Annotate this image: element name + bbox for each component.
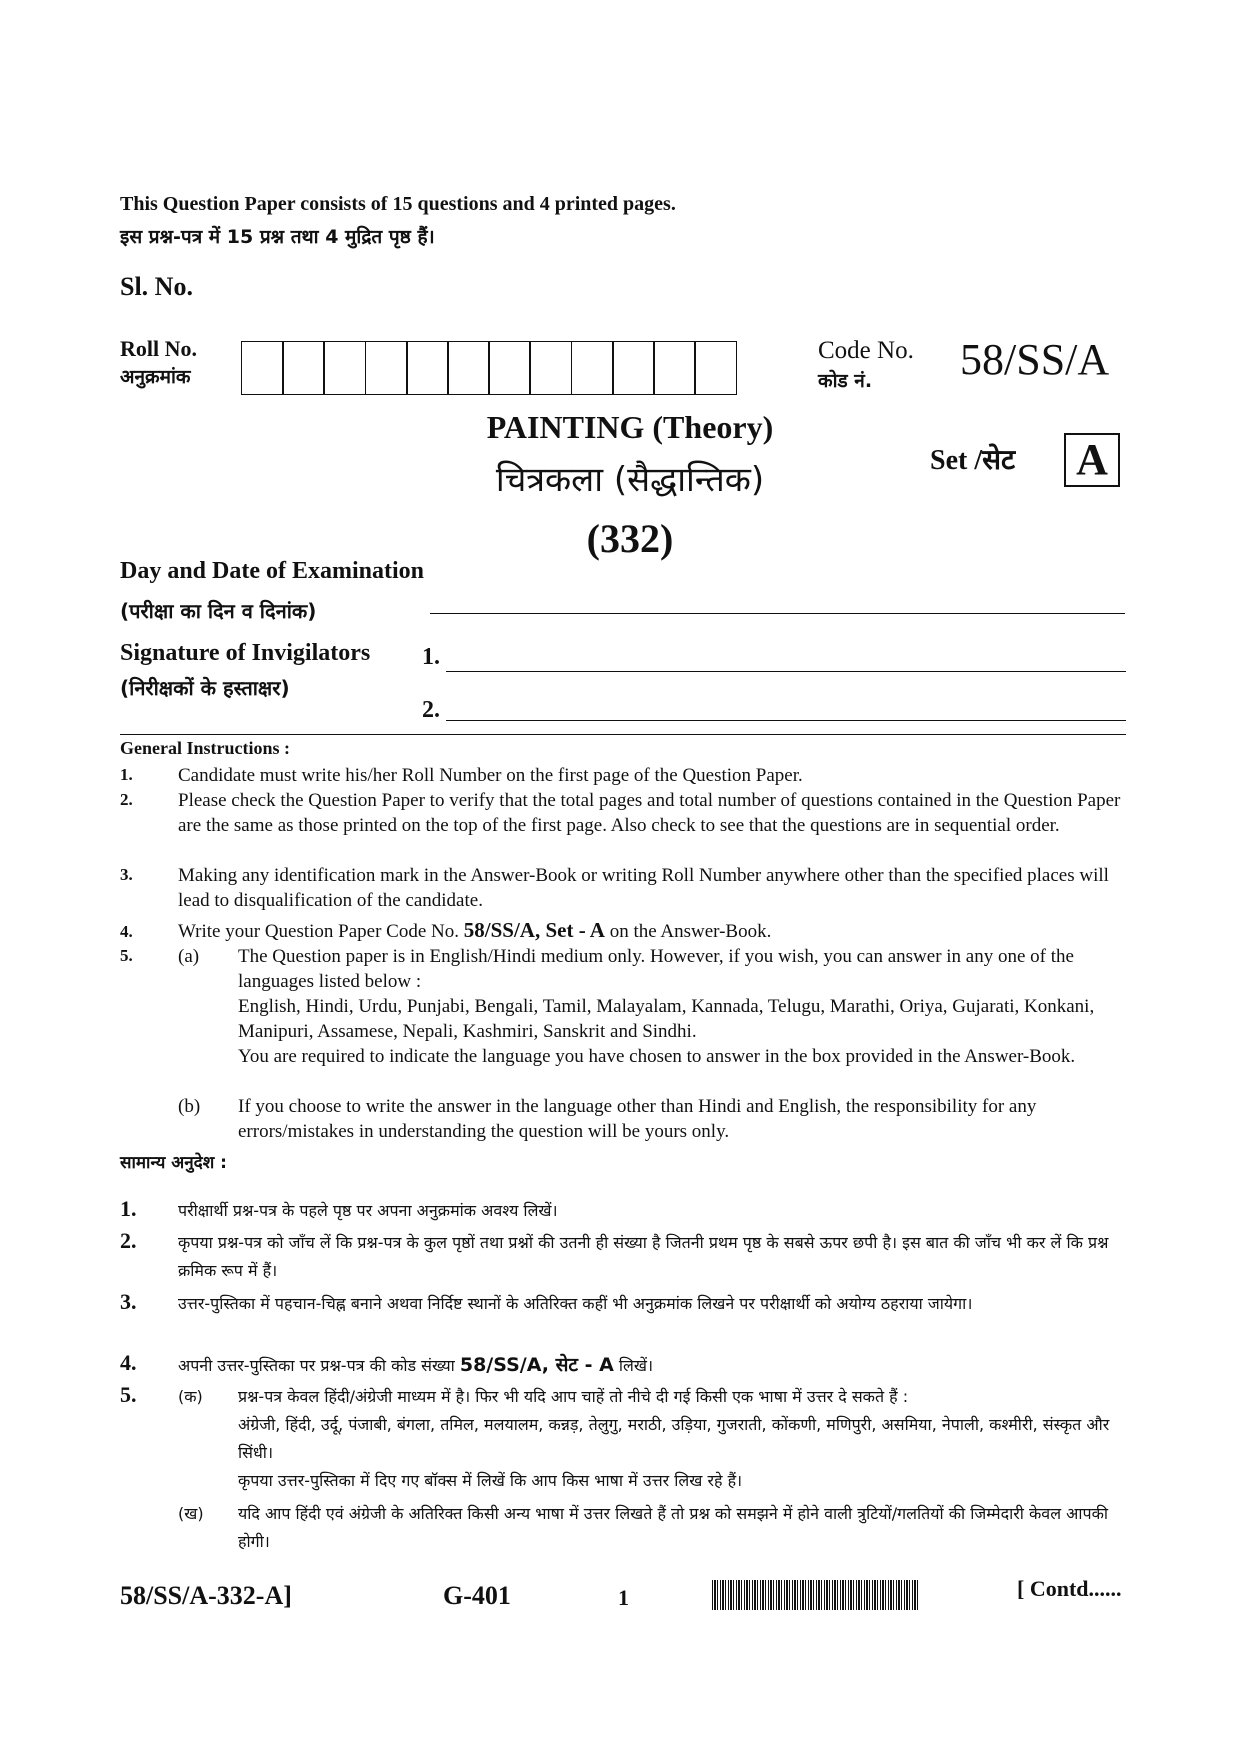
- instruction-hi-5b-text: यदि आप हिंदी एवं अंग्रेजी के अतिरिक्त किसी अन्य भाषा में उत्तर लिखते हैं तो प्रश्न को समझने में होने वाली त्रुटियों/गलतियों की जिम्मेदारी केवल आपकी होगी।: [238, 1504, 1109, 1551]
- instruction-en-3-number: 3.: [120, 865, 133, 884]
- instruction-hi-4-number: 4.: [120, 1350, 137, 1375]
- roll-digit-box[interactable]: [571, 341, 614, 395]
- instruction-hi-4-text: [178, 1351, 1128, 1380]
- roll-digit-box[interactable]: [653, 341, 696, 395]
- roll-number-boxes[interactable]: [241, 341, 737, 395]
- exam-date-label-hi: (परीक्षा का दिन व दिनांक): [120, 599, 317, 623]
- instruction-en-5a-label: (a): [178, 946, 200, 967]
- instruction-hi-5a-text-1: प्रश्न-पत्र केवल हिंदी/अंग्रेजी माध्यम में है। फिर भी यदि आप चाहें तो नीचे दी गई किसी एक भाषा में उत्तर दे सकते हैं :: [238, 1387, 909, 1406]
- instruction-hi-5a-label: (क): [178, 1387, 203, 1406]
- subject-title-hi: चित्रकला (सैद्धान्तिक): [495, 460, 765, 500]
- instruction-en-4-number: 4.: [120, 922, 133, 941]
- instruction-hi-5a-text-3: कृपया उत्तर-पुस्तिका में दिए गए बॉक्स में लिखें कि आप किस भाषा में उत्तर लिख रहे हैं।: [238, 1471, 743, 1490]
- signature-2-line[interactable]: [446, 720, 1126, 721]
- roll-digit-box[interactable]: [323, 341, 366, 395]
- instruction-hi-3-text: उत्तर-पुस्तिका में पहचान-चिह्न बनाने अथवा निर्दिष्ट स्थानों के अतिरिक्त कहीं भी अनुक्रमांक लिखने पर परीक्षार्थी को अयोग्य ठहराया जायेगा।: [178, 1294, 973, 1313]
- roll-number-label-en: Roll No.: [120, 336, 197, 361]
- general-instructions-title: General Instructions :: [120, 738, 290, 758]
- instruction-hi-5a-languages: अंग्रेजी, हिंदी, उर्दू, पंजाबी, बंगला, तमिल, मलयालम, कन्नड़, तेलुगु, मराठी, उड़िया, गुजराती, कोंकणी, मणिपुरी, असमिया, नेपाली, कश्मीरी, संस्कृत और सिंधी।: [238, 1415, 1110, 1462]
- instruction-hi-2-text: कृपया प्रश्न-पत्र को जाँच लें कि प्रश्न-पत्र के कुल पृष्ठों तथा प्रश्नों की उतनी ही संख्या है जितनी प्रथम पृष्ठ के सबसे ऊपर छपी है। इस बात की जाँच भी कर लें कि प्रश्न क्रमिक रूप में हैं।: [178, 1233, 1109, 1280]
- footer-paper-code: 58/SS/A-332-A]: [120, 1581, 292, 1610]
- exam-date-line[interactable]: [430, 613, 1125, 614]
- general-instructions-title-hi: सामान्य अनुदेश :: [120, 1153, 227, 1173]
- signature-1-line[interactable]: [446, 671, 1126, 672]
- roll-digit-box[interactable]: [365, 341, 408, 395]
- instruction-en-3-text: Making any identification mark in the Answer-Book or writing Roll Number anywhere other than the specified places will lead to disqualification of the candidate.: [178, 865, 1109, 911]
- roll-digit-box[interactable]: [488, 341, 531, 395]
- code-number-label-hi: कोड नं.: [818, 370, 873, 392]
- roll-digit-box[interactable]: [694, 341, 737, 395]
- footer-series: G-401: [443, 1581, 511, 1610]
- roll-digit-box[interactable]: [241, 341, 284, 395]
- instruction-en-2-text: Please check the Question Paper to verify that the total pages and total number of questions contained in the Question Paper are the same as those printed on the top of the first page. Also check to see that the questions are in sequential order.: [178, 790, 1121, 836]
- instruction-en-4-suffix: on the Answer-Book.: [604, 921, 772, 942]
- instruction-hi-4-prefix: अपनी उत्तर-पुस्तिका पर प्रश्न-पत्र की कोड संख्या: [178, 1356, 460, 1375]
- roll-digit-box[interactable]: [447, 341, 490, 395]
- instruction-en-5b-text: If you choose to write the answer in the language other than Hindi and English, the responsibility for any errors/mistakes in understanding the question will be yours only.: [238, 1096, 1037, 1142]
- roll-digit-box[interactable]: [282, 341, 325, 395]
- page-count-note-hi: इस प्रश्न-पत्र में 15 प्रश्न तथा 4 मुद्रित पृष्ठ हैं।: [120, 226, 435, 248]
- instruction-hi-2-number: 2.: [120, 1228, 137, 1253]
- roll-digit-box[interactable]: [406, 341, 449, 395]
- instruction-en-1-text: Candidate must write his/her Roll Number on the first page of the Question Paper.: [178, 765, 803, 786]
- instruction-en-4-code: 58/SS/A, Set - A: [463, 918, 605, 942]
- instruction-hi-1-number: 1.: [120, 1196, 137, 1221]
- instruction-hi-1-text: परीक्षार्थी प्रश्न-पत्र के पहले पृष्ठ पर अपना अनुक्रमांक अवश्य लिखें।: [178, 1201, 558, 1220]
- footer-continued: [ Contd......: [1017, 1576, 1122, 1601]
- subject-title-en: PAINTING (Theory): [486, 409, 774, 445]
- set-label: Set /सेट: [930, 445, 1016, 476]
- roll-digit-box[interactable]: [529, 341, 572, 395]
- code-number-value: 58/SS/A: [960, 335, 1110, 384]
- instruction-en-4-prefix: Write your Question Paper Code No.: [178, 921, 464, 942]
- instruction-hi-4-code: 58/SS/A, सेट - A: [459, 1354, 614, 1376]
- signature-1-number: 1.: [422, 644, 440, 670]
- set-box: A: [1064, 433, 1120, 487]
- code-number-label-en: Code No.: [818, 337, 914, 364]
- instruction-en-2-number: 2.: [120, 790, 133, 809]
- instruction-en-4-text: [178, 918, 1128, 944]
- instruction-en-5-number: 5.: [120, 946, 133, 965]
- footer-page-number: 1: [618, 1585, 629, 1610]
- signature-2-number: 2.: [422, 697, 440, 723]
- instruction-hi-5-number: 5.: [120, 1382, 137, 1407]
- instruction-hi-3-number: 3.: [120, 1289, 137, 1314]
- instruction-en-5a-text-1: The Question paper is in English/Hindi medium only. However, if you wish, you can answer in any one of the languages listed below :: [238, 946, 1074, 992]
- page-count-note-en: This Question Paper consists of 15 questions and 4 printed pages.: [120, 193, 676, 215]
- instruction-hi-4-suffix: लिखें।: [613, 1356, 654, 1375]
- instruction-en-1-number: 1.: [120, 765, 133, 784]
- instruction-en-5a-text-3: You are required to indicate the language you have chosen to answer in the box provided in the Answer-Book.: [238, 1046, 1076, 1067]
- instruction-en-5b-label: (b): [178, 1096, 201, 1117]
- serial-number-label: Sl. No.: [120, 272, 193, 301]
- instruction-hi-5b-label: (ख): [178, 1504, 204, 1523]
- invigilator-signature-label-en: Signature of Invigilators: [120, 640, 371, 666]
- exam-date-label-en: Day and Date of Examination: [120, 558, 425, 584]
- instruction-en-5a-languages: English, Hindi, Urdu, Punjabi, Bengali, Tamil, Malayalam, Kannada, Telugu, Marathi, Oriya, Gujarati, Konkani, Manipuri, Assamese, Nepali, Kashmiri, Sanskrit and Sindhi.: [238, 996, 1095, 1042]
- roll-number-label-hi: अनुक्रमांक: [120, 366, 191, 388]
- subject-code: (332): [586, 516, 674, 561]
- roll-digit-box[interactable]: [612, 341, 655, 395]
- invigilator-signature-label-hi: (निरीक्षकों के हस्ताक्षर): [120, 676, 290, 700]
- section-divider: [120, 734, 1126, 735]
- barcode: [712, 1580, 920, 1610]
